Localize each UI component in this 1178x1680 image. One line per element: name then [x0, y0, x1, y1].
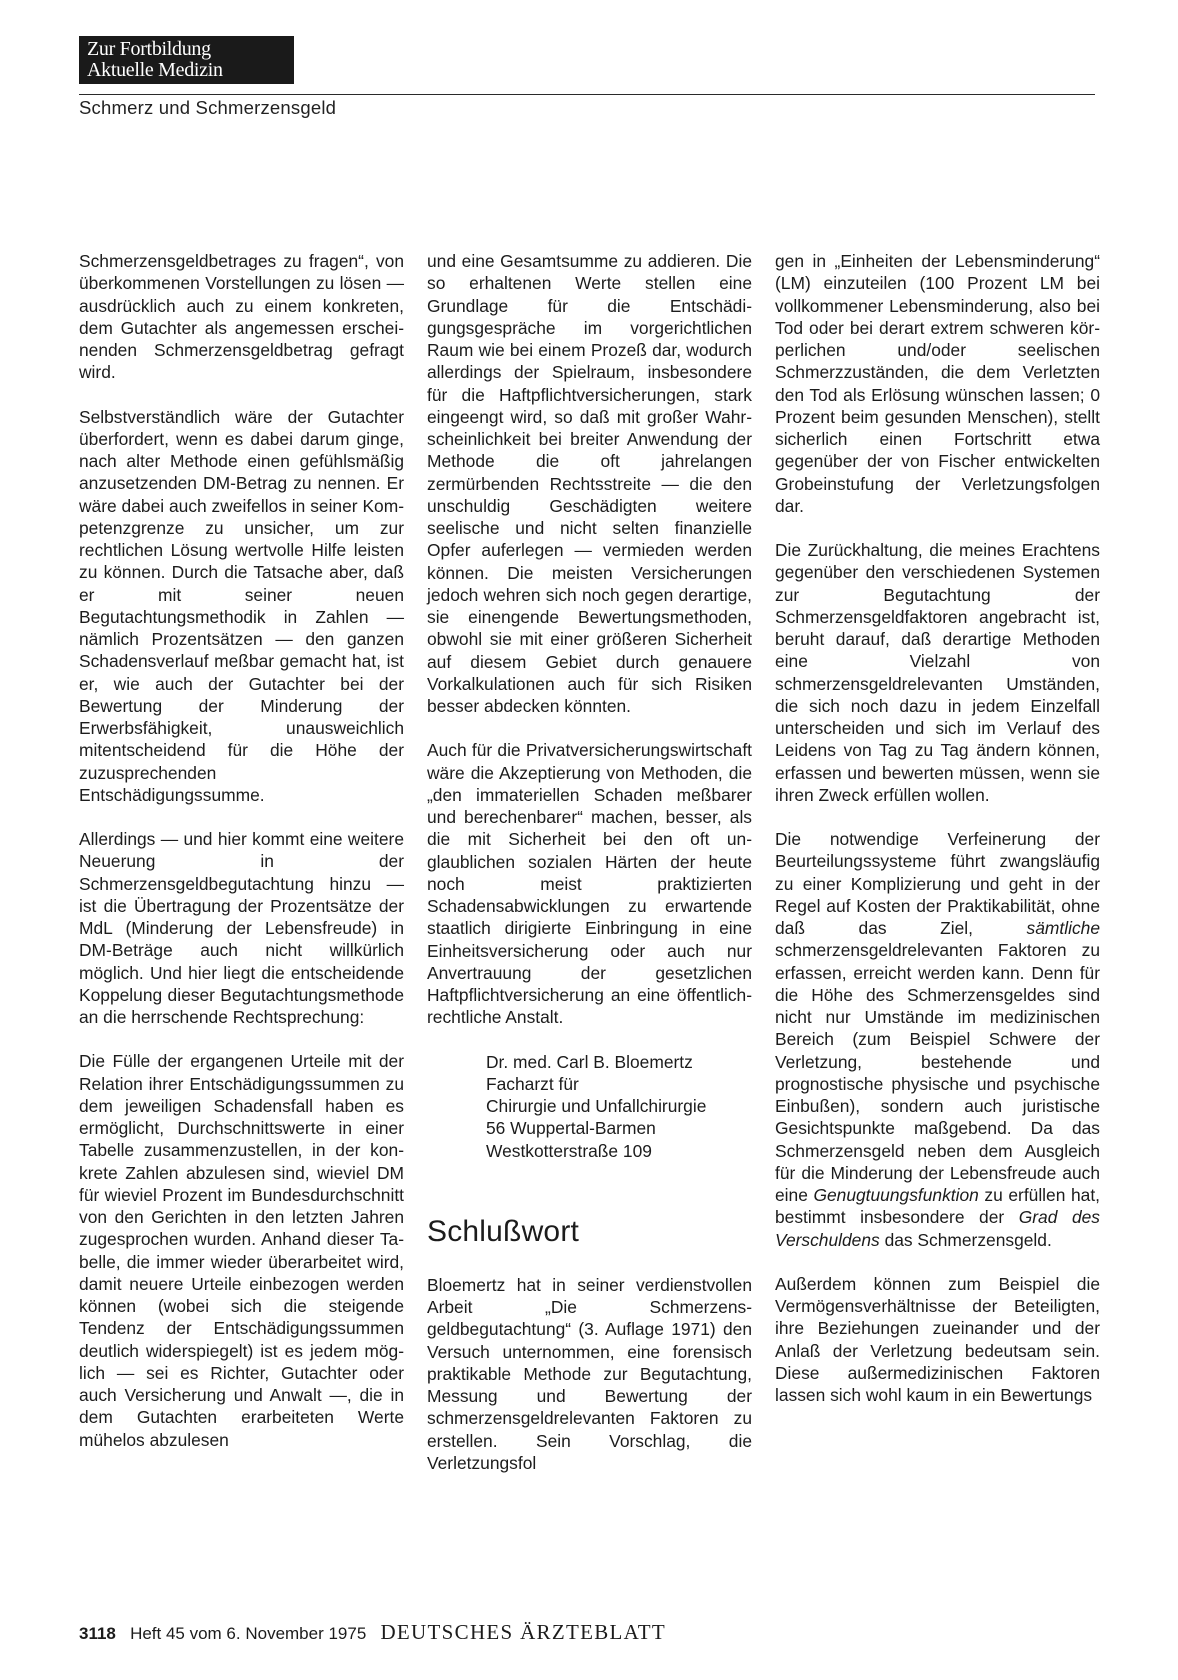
- paragraph: gen in „Einheiten der Lebensminderung“ (LM) einzuteilen (100 Prozent LM bei vollkommener Lebensminderung, also bei Tod oder bei derart extrem schweren körperlichen und/oder seelischen Schmerzzuständen, die dem Verletzten den Tod als Erlösung wünschen lassen; 0 Prozent beim gesunden Menschen), stellt sicherlich einen Fortschritt etwa gegenüber der von Fischer entwickelten Grobeinstufung der Verletzungsfolgen dar.: [775, 251, 1100, 516]
- text-run: schmerzensgeldrelevanten Faktoren zu erfassen, erreicht werden kann. Denn für die Höhe des Schmerzensgeldes sind nicht nur Umstände im medizinischen Bereich (zum Beispiel Schwere der Verletzung, bestehende und prognostische physische und psychische Einbußen), sondern auch juristische Gesichtspunkte maßgebend. Da das Schmerzensgeld neben dem Ausgleich für die Minderung der Lebensfreude auch eine: [775, 940, 1100, 1205]
- author-signature: [427, 1051, 752, 1162]
- paragraph: und eine Gesamtsumme zu addieren. Die so erhaltenen Werte stellen eine Grundlage für die Entschädigungsgespräche im vorgerichtlichen Raum wie bei einem Prozeß dar, wodurch allerdings der Spielraum, insbesondere für die Haftpflichtversicherungen, stark eingeengt wird, so daß mit großer Wahrscheinlichkeit bei breiter Anwendung der Methode die oft jahrelangen zermürbenden Rechtsstreite — die den unschuldig Geschädigten weitere seelische und nicht selten finanzielle Opfer auferlegen — vermieden werden können. Die meisten Versicherungen jedoch wehren sich noch gegen derartige, sie einengende Bewertungsmethoden, obwohl sie mit einer größeren Sicherheit auf diesem Gebiet durch genauere Vorkalkulationen auch für sich Risiken besser abdecken könnten.: [427, 251, 752, 716]
- series-label-1: Zur Fortbildung: [87, 38, 211, 60]
- series-label-2: Aktuelle Medizin: [87, 59, 223, 81]
- issue-info: Heft 45 vom 6. November 1975: [130, 1624, 367, 1643]
- author-specialty: Chirurgie und Unfallchirurgie: [486, 1096, 707, 1116]
- paragraph: Selbstverständlich wäre der Gutachter überfordert, wenn es dabei darum ginge, nach alter Methode einen gefühlsmäßig anzusetzenden DM-Betrag zu nennen. Er wäre dabei auch zweifellos in seiner Kompetenzgrenze zu unsicher, um zur rechtlichen Lösung wertvolle Hilfe leisten zu können. Durch die Tatsache aber, daß er mit seiner neuen Begutachtungsmethodik in Zahlen — nämlich Prozentsätzen — den ganzen Schadensverlauf meßbar gemacht hat, ist er, wie auch der Gutachter bei der Bewertung der Minderung der Erwerbsfähigkeit, unausweichlich mitentscheidend für die Höhe der zuzusprechenden Entschädigungssumme.: [79, 406, 404, 805]
- author-city: 56 Wuppertal-Barmen: [486, 1118, 656, 1139]
- page-number: 3118: [79, 1624, 116, 1643]
- paragraph: Schmerzensgeldbetrages zu fragen“, von überkommenen Vorstellungen zu lösen — ausdrücklich auch zu einem konkreten, dem Gutachter als angemessen erscheinenden Schmerzensgeldbetrag gefragt wird.: [79, 251, 404, 383]
- paragraph: Bloemertz hat in seiner verdienstvollen Arbeit „Die Schmerzensgeldbegutachtung“ (3. Auflage 1971) den Versuch unternommen, eine forensisch praktikable Methode zur Begutachtung, Messung und Bewertung der schmerzensgeldrelevanten Faktoren zu erstellen. Sein Vorschlag, die Verletzungsfol: [427, 1274, 752, 1473]
- paragraph: Die Zurückhaltung, die meines Erachtens gegenüber den verschiedenen Systemen zur Begutachtung der Schmerzensgeldfaktoren angebracht ist, beruht darauf, daß derartige Methoden eine Vielzahl von schmerzensgeldrelevanten Umständen, die sich noch dazu in jedem Einzelfall unterscheiden und sich im Verlauf des Leidens von Tag zu Tag ändern können, erfassen und bewerten müssen, wenn sie ihren Zweck erfüllen wollen.: [775, 540, 1100, 805]
- series-header-box: [79, 36, 294, 84]
- text-run: Die notwendige Verfeinerung der Beurteilungssysteme führt zwangsläufig zu einer Komplizierung und geht in der Regel auf Kosten der Praktikabilität, ohne daß das Ziel,: [775, 829, 1100, 938]
- text-column-3: [775, 250, 1100, 1428]
- text-column-1: [79, 250, 404, 1473]
- text-column-2: [427, 250, 752, 1496]
- author-title: Facharzt für: [486, 1073, 579, 1094]
- text-run: das Schmerzensgeld.: [879, 1229, 1052, 1250]
- closing-heading: Schlußwort: [427, 1214, 580, 1248]
- paragraph: Die Fülle der ergangenen Urteile mit der Relation ihrer Entschädigungssummen zu dem jeweiligen Schadensfall haben es ermöglicht, Durchschnittswerte in einer Tabelle zusammenzustellen, in der konkrete Zahlen abzulesen sind, wieviel DM für wieviel Prozent im Bundesdurchschnitt von den Gerichten in den letzten Jahren zugesprochen wurden. Anhand dieser Tabelle, die immer wieder überarbeitet wird, damit neuere Urteile einbezogen werden können (wobei sich die steigende Tendenz der Entschädigungssummen deutlich widerspiegelt) ist es jedem möglich — sei es Richter, Gutachter oder auch Versicherung und Anwalt —, die in dem Gutachten erarbeiteten Werte mühelos abzulesen: [79, 1051, 404, 1450]
- journal-name: DEUTSCHES ÄRZTEBLATT: [380, 1620, 667, 1644]
- author-street: Westkotterstraße 109: [486, 1140, 652, 1161]
- page-footer: [79, 1620, 666, 1645]
- paragraph: Allerdings — und hier kommt eine weitere Neuerung in der Schmerzensgeldbegutachtung hinzu — ist die Übertragung der Prozentsätze der MdL (Minderung der Lebensfreude) in DM-Beträge auch nicht willkürlich möglich. Und hier liegt die entscheidende Koppelung dieser Begutachtungsmethode an die herrschende Rechtsprechung:: [79, 829, 404, 1027]
- section-title: Schmerz und Schmerzensgeld: [79, 97, 337, 118]
- emphasis: sämtliche: [1026, 918, 1100, 938]
- paragraph: [775, 828, 1100, 1251]
- paragraph: Außerdem können zum Beispiel die Vermögensverhältnisse der Beteiligten, ihre Beziehungen zueinander und der Anlaß der Verletzung bedeutsam sein. Diese außermedizinischen Faktoren lassen sich wohl kaum in ein Bewertungs: [775, 1273, 1100, 1405]
- text-run: zu erfüllen hat, bestimmt insbesondere der: [775, 1185, 1100, 1228]
- paragraph: Auch für die Privatversicherungswirtschaft wäre die Akzeptierung von Methoden, die „den immateriellen Schaden meßbarer und berechenbarer“ machen, besser, als die mit Sicherheit bei den oft unglaublichen sozialen Härten der heute noch meist praktizierten Schadensabwicklungen zu erwartende staatlich dirigierte Einbringung in eine Einheitsversicherung oder auch nur Anvertrauung der gesetzlichen Haftpflichtversicherung an eine öffentlich-rechtliche Anstalt.: [427, 740, 752, 1028]
- emphasis: Genugtuungsfunktion: [813, 1185, 979, 1205]
- header-divider: [79, 94, 1095, 95]
- author-name: Dr. med. Carl B. Bloemertz: [486, 1051, 693, 1072]
- emphasis: Grad des Verschuldens: [775, 1207, 1100, 1250]
